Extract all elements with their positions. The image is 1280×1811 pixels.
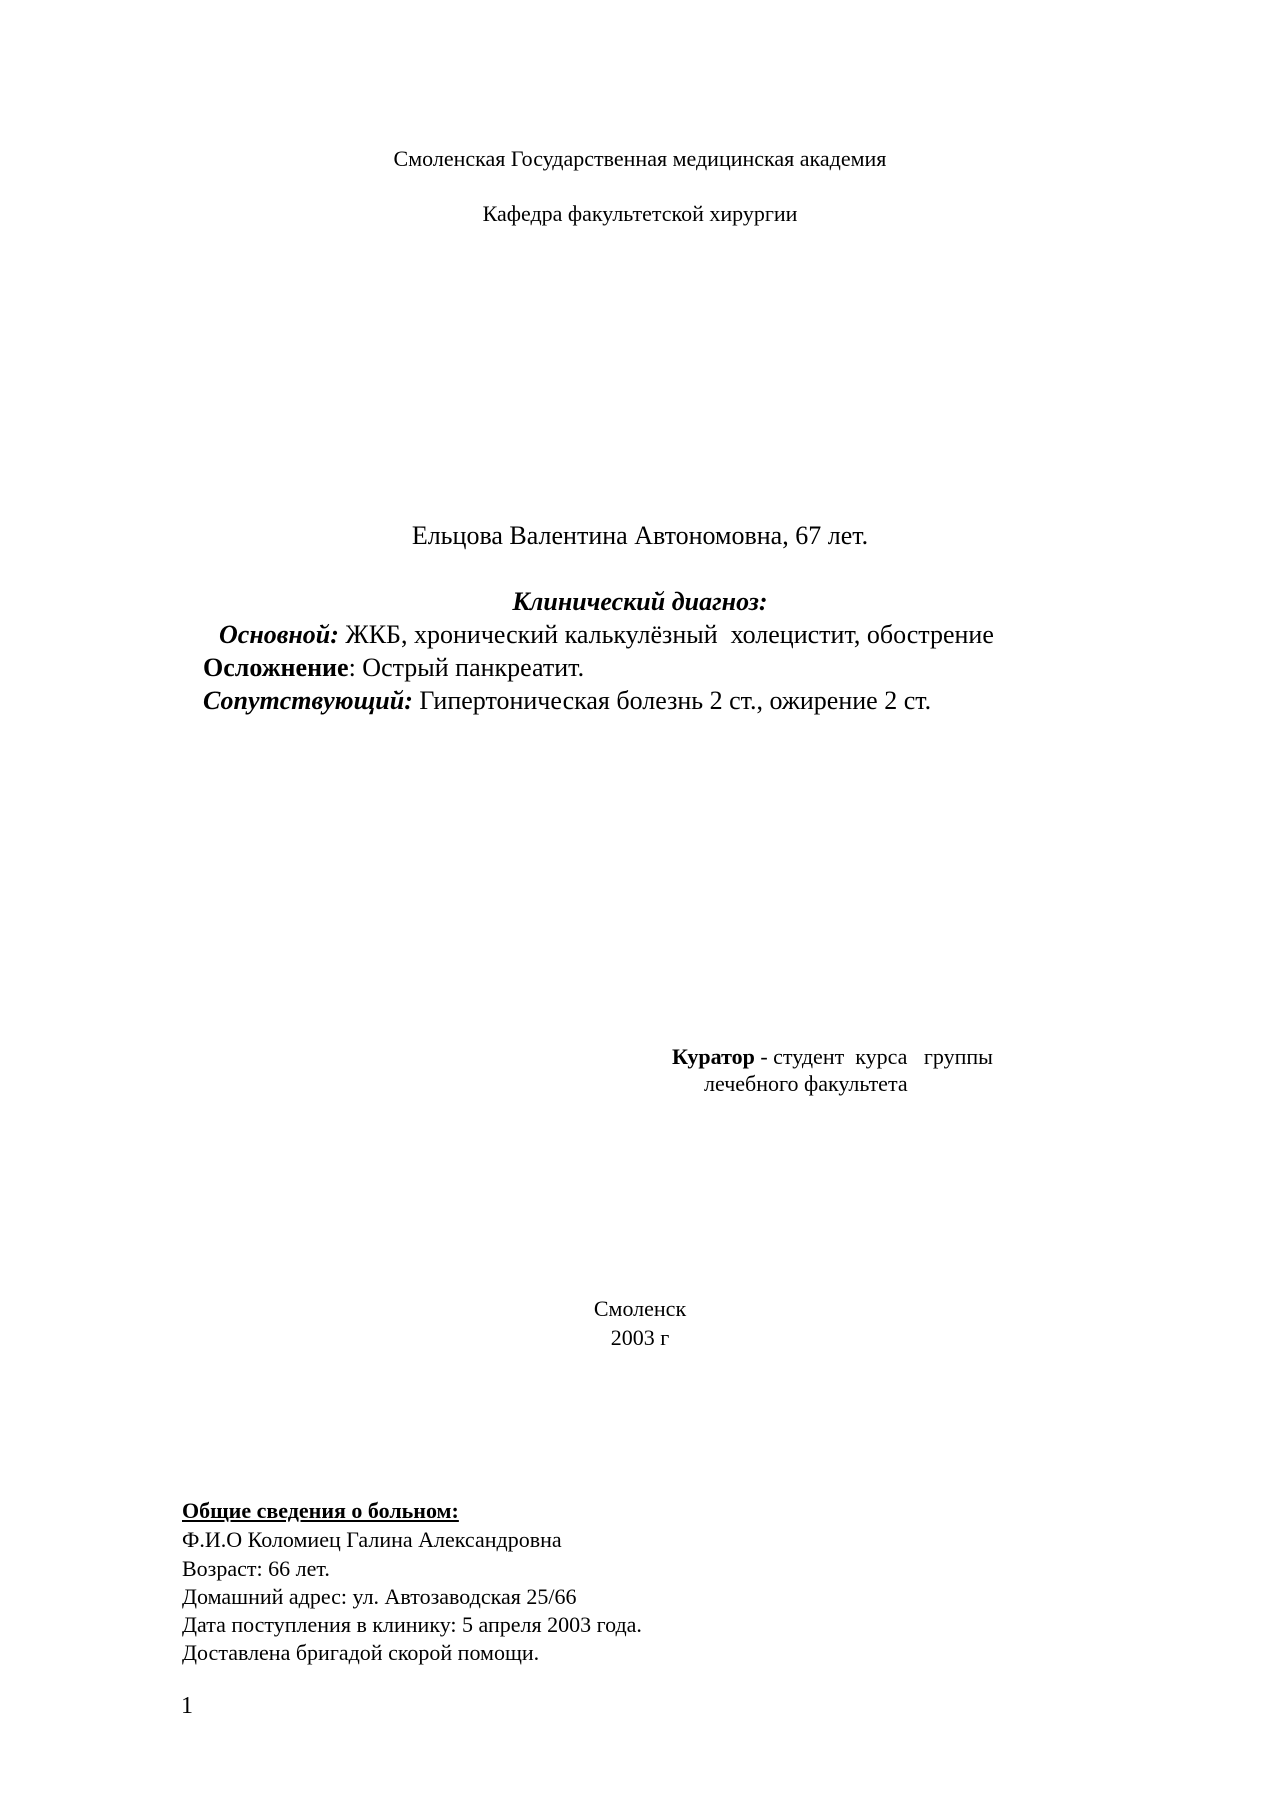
diagnosis-complication: [203, 653, 584, 683]
curator-line-1-text: - студент курса группы: [754, 1044, 993, 1069]
diagnosis-complication-text: : Острый панкреатит.: [348, 653, 585, 682]
department-name: Кафедра факультетской хирургии: [482, 201, 798, 226]
page-number: 1: [181, 1693, 193, 1719]
year: 2003 г: [610, 1325, 670, 1350]
general-info-line: Домашний адрес: ул. Автозаводская 25/66: [182, 1584, 577, 1609]
general-info-line: Доставлена бригадой скорой помощи.: [182, 1640, 540, 1665]
curator-line-2: лечебного факультета: [704, 1071, 908, 1096]
general-info-line: Ф.И.О Коломиец Галина Александровна: [182, 1527, 562, 1552]
general-info-line: Возраст: 66 лет.: [182, 1556, 330, 1581]
city: Смоленск: [593, 1296, 687, 1321]
patient-title: Ельцова Валентина Автономовна, 67 лет.: [411, 521, 869, 550]
general-info-line: Дата поступления в клинику: 5 апреля 2003 года.: [182, 1612, 642, 1637]
diagnosis-concomitant-label: Сопутствующий:: [203, 686, 413, 715]
diagnosis-main-label: Основной:: [219, 620, 339, 649]
curator-line-1: [672, 1044, 993, 1070]
diagnosis-main: [219, 620, 994, 650]
curator-label: Куратор: [672, 1044, 755, 1069]
diagnosis-concomitant-text: Гипертоническая болезнь 2 ст., ожирение 2 ст.: [412, 686, 932, 715]
diagnosis-concomitant: [203, 686, 931, 716]
general-info-heading: Общие сведения о больном:: [182, 1498, 459, 1523]
diagnosis-main-text: ЖКБ, хронический калькулёзный холецистит, обострение: [338, 620, 994, 649]
diagnosis-heading: Клинический диагноз:: [512, 587, 768, 616]
diagnosis-complication-label: Осложнение: [203, 653, 349, 682]
institution-name: Смоленская Государственная медицинская академия: [393, 146, 887, 171]
